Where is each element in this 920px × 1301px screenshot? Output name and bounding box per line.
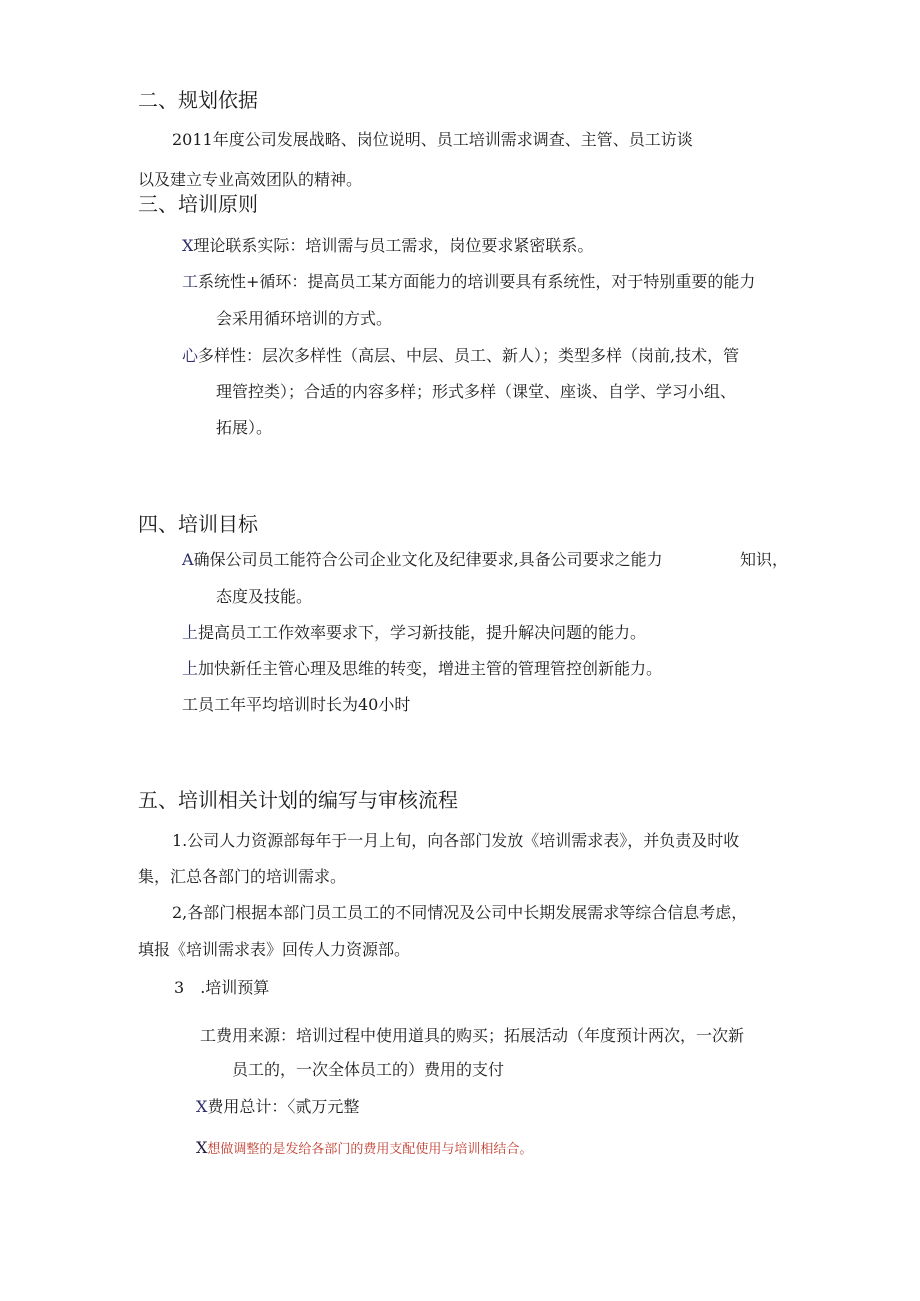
bullet-marker: X bbox=[196, 1138, 208, 1157]
goal-text: 工员工年平均培训时长为40小时 bbox=[182, 695, 411, 714]
process-para1-line2: 集，汇总各部门的培训需求。 bbox=[138, 867, 347, 886]
section-heading-principles: 三、培训原则 bbox=[138, 192, 258, 216]
budget-total bbox=[196, 1097, 359, 1117]
principle-continuation: 会采用循环培训的方式。 bbox=[216, 309, 393, 328]
goal-item bbox=[182, 659, 662, 679]
principle-text: 系统性+循环：提高员工某方面能力的培训要具有系统性，对于特别重要的能力 bbox=[198, 272, 756, 291]
bullet-marker: 心 bbox=[182, 346, 199, 365]
bullet-marker: 工 bbox=[182, 272, 199, 291]
principle-continuation: 理管控类）；合适的内容多样；形式多样（课堂、座谈、自学、学习小组、 bbox=[216, 382, 737, 401]
goal-item bbox=[182, 623, 646, 643]
bullet-marker: 上 bbox=[182, 623, 199, 642]
adjustment-note-text: 想做调整的是发给各部门的费用支配使用与培训相结合。 bbox=[207, 1142, 533, 1157]
bullet-marker: 上 bbox=[182, 659, 199, 678]
principle-text: 多样性：层次多样性（高层、中层、员工、新人）；类型多样（岗前,技术，管 bbox=[198, 346, 740, 365]
basis-text-line2: 以及建立专业高效团队的精神。 bbox=[138, 170, 363, 189]
goal-continuation: 态度及技能。 bbox=[216, 587, 313, 606]
process-para2-line1: 2,各部门根据本部门员工员工的不同情况及公司中长期发展需求等综合信息考虑， bbox=[172, 903, 748, 922]
section-heading-goals: 四、培训目标 bbox=[138, 512, 258, 536]
process-para1-line1: 1.公司人力资源部每年于一月上旬，向各部门发放《培训需求表》，并负责及时收 bbox=[172, 831, 740, 850]
process-para2-line2: 填报《培训需求表》回传人力资源部。 bbox=[138, 940, 411, 959]
principle-item bbox=[182, 236, 593, 256]
goal-item bbox=[182, 550, 789, 570]
bullet-marker: X bbox=[196, 1097, 208, 1116]
principle-item bbox=[182, 272, 755, 292]
section-heading-basis: 二、规划依据 bbox=[138, 88, 258, 112]
budget-number: 3 bbox=[174, 978, 185, 997]
goal-text: 提高员工工作效率要求下，学习新技能，提升解决问题的能力。 bbox=[198, 623, 647, 642]
goal-text: 确保公司员工能符合公司企业文化及纪律要求,具备公司要求之能力 bbox=[193, 550, 663, 569]
budget-label: .培训预算 bbox=[200, 978, 270, 997]
basis-text-line1: 2011年度公司发展战略、岗位说明、员工培训需求调查、主管、员工访谈 bbox=[172, 130, 693, 149]
budget-source-line1: 工费用来源：培训过程中使用道具的购买；拓展活动（年度预计两次，一次新 bbox=[200, 1026, 745, 1045]
bullet-marker: X bbox=[182, 236, 194, 255]
goal-item bbox=[182, 695, 410, 715]
goal-text-tail: 知识， bbox=[740, 550, 789, 569]
bullet-marker: A bbox=[182, 550, 194, 569]
goal-text: 加快新任主管心理及思维的转变，增进主管的管理管控创新能力。 bbox=[198, 659, 663, 678]
section-heading-process: 五、培训相关计划的编写与审核流程 bbox=[138, 788, 458, 812]
principle-continuation: 拓展）。 bbox=[216, 418, 273, 437]
budget-total-text: 费用总计：〈贰万元整 bbox=[207, 1097, 360, 1116]
budget-source-line2: 员工的，一次全体员工的）费用的支付 bbox=[232, 1060, 505, 1079]
adjustment-note bbox=[196, 1138, 532, 1160]
principle-item bbox=[182, 346, 739, 366]
budget-heading bbox=[174, 978, 269, 998]
principle-text: 理论联系实际：培训需与员工需求，岗位要求紧密联系。 bbox=[193, 236, 594, 255]
